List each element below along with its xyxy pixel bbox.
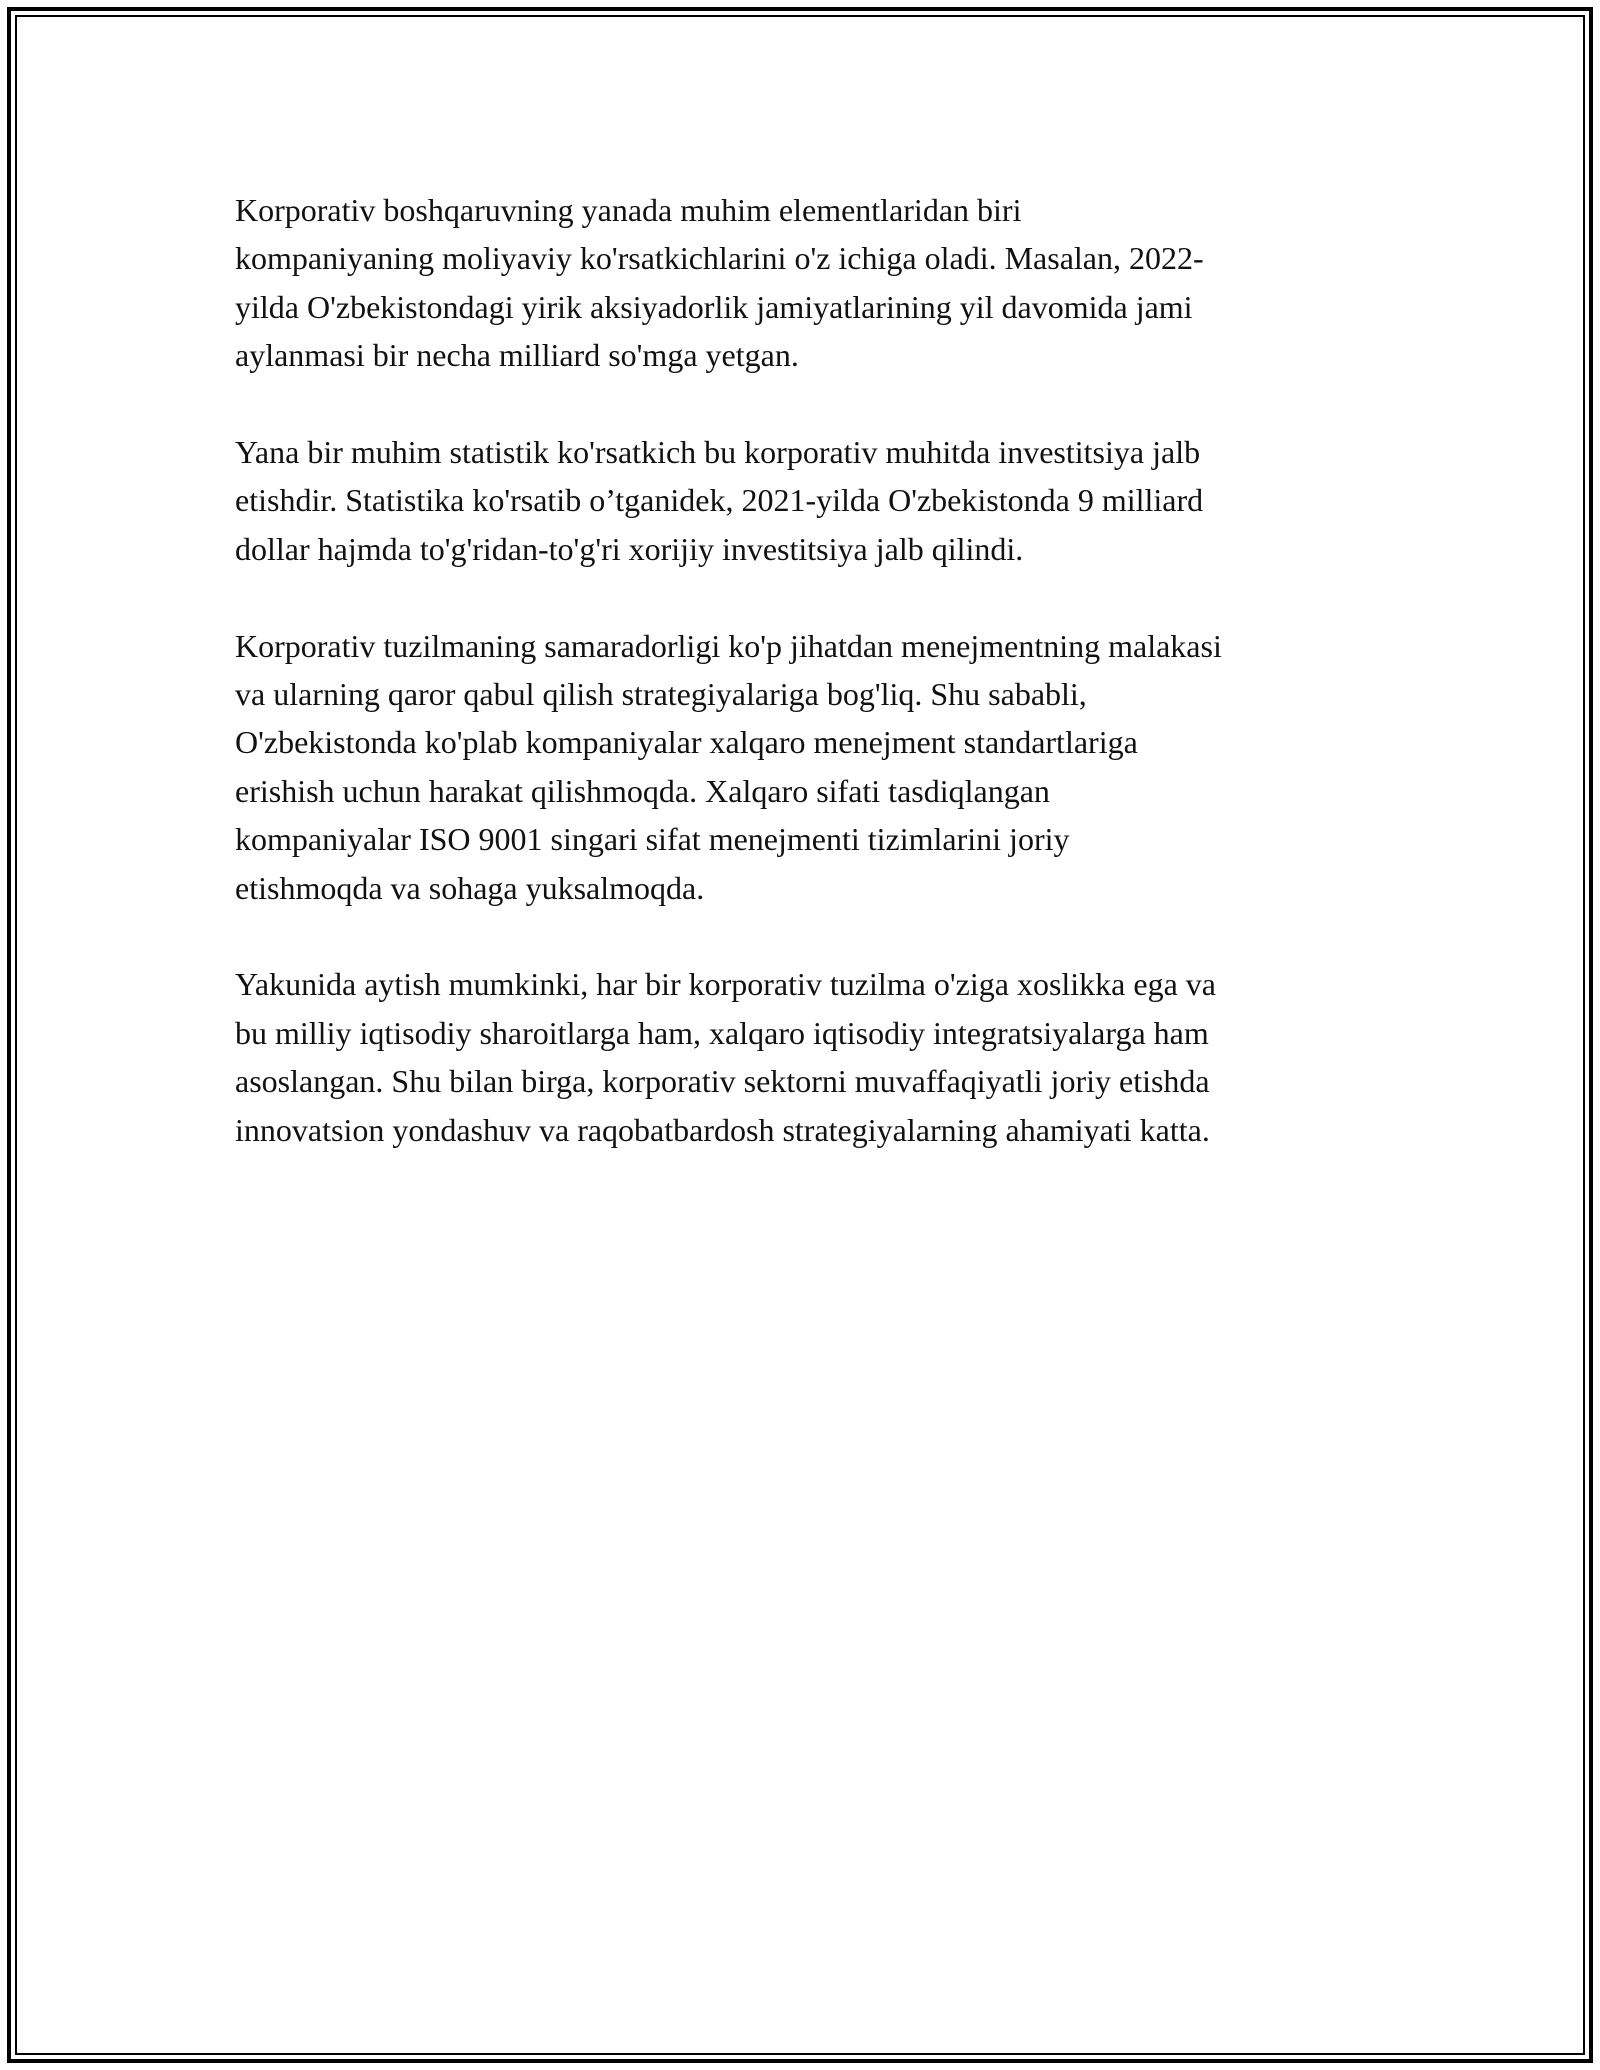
text-line: kompaniyalar ISO 9001 singari sifat menejmenti tizimlarini joriy: [235, 821, 1070, 858]
text-line: dollar hajmda to'g'ridan-to'g'ri xorijiy investitsiya jalb qilindi.: [235, 530, 1024, 567]
text-line: Korporativ boshqaruvning yanada muhim elementlaridan biri: [235, 192, 1022, 228]
paragraph-1: [235, 186, 1370, 380]
text-line: kompaniyaning moliyaviy ko'rsatkichlarini o'z ichiga oladi. Masalan, 2022-: [235, 240, 1204, 277]
text-line: va ularning qaror qabul qilish strategiyalariga bog'liq. Shu sababli,: [235, 676, 1087, 713]
text-line: yilda O'zbekistondagi yirik aksiyadorlik jamiyatlarining yil davomida jami: [235, 288, 1193, 325]
text-line: aylanmasi bir necha milliard so'mga yetgan.: [235, 337, 799, 374]
text-line: O'zbekistonda ko'plab kompaniyalar xalqaro menejment standartlariga: [235, 724, 1138, 761]
text-line: etishmoqda va sohaga yuksalmoqda.: [235, 869, 705, 906]
text-line: innovatsion yondashuv va raqobatbardosh strategiyalarning ahamiyati katta.: [235, 1111, 1210, 1148]
text-line: asoslangan. Shu bilan birga, korporativ sektorni muvaffaqiyatli joriy etishda: [235, 1063, 1210, 1100]
paragraph-2: [235, 428, 1370, 573]
document-body: [235, 186, 1370, 1202]
text-line: Yakunida aytish mumkinki, har bir korporativ tuzilma o'ziga xoslikka ega va: [235, 966, 1216, 1003]
text-line: etishdir. Statistika ko'rsatib o’tganidek, 2021-yilda O'zbekistonda 9 milliard: [235, 482, 1204, 519]
text-line: bu milliy iqtisodiy sharoitlarga ham, xalqaro iqtisodiy integratsiyalarga ham: [235, 1014, 1209, 1051]
paragraph-4: [235, 960, 1370, 1154]
text-line: erishish uchun harakat qilishmoqda. Xalqaro sifati tasdiqlangan: [235, 772, 1050, 809]
text-line: Yana bir muhim statistik ko'rsatkich bu korporativ muhitda investitsiya jalb: [235, 434, 1201, 471]
text-line: Korporativ tuzilmaning samaradorligi ko'p jihatdan menejmentning malakasi: [235, 627, 1222, 664]
paragraph-3: [235, 622, 1370, 912]
